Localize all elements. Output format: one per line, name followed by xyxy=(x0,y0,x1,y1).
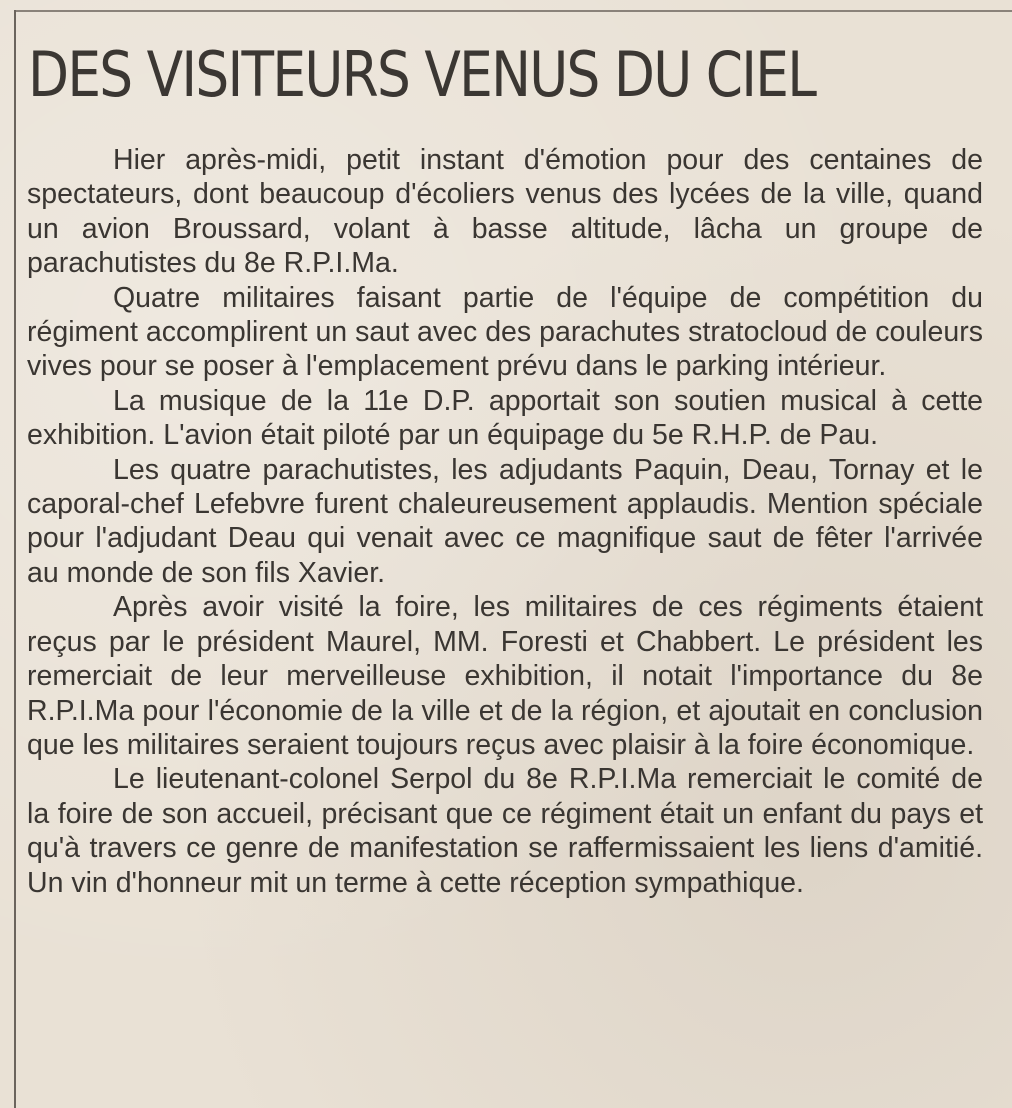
paragraph-4: Les quatre parachutistes, les adjudants Paquin, Deau, Tornay et le caporal-chef Lefebvre furent chaleureusement applaudis. Mention spéciale pour l'adjudant Deau qui venait avec ce magnifique saut de fêter l'arrivée au monde de son fils Xavier. xyxy=(27,453,983,589)
paragraph-2: Quatre militaires faisant partie de l'équipe de compétition du régiment accomplirent un saut avec des parachutes stratocloud de couleurs vives pour se poser à l'emplacement prévu dans le parking intérieur. xyxy=(27,281,983,383)
paragraph-1: Hier après-midi, petit instant d'émotion pour des centaines de spectateurs, dont beaucoup d'écoliers venus des lycées de la ville, quand un avion Broussard, volant à basse altitude, lâcha un groupe de parachutistes du 8e R.P.I.Ma. xyxy=(27,144,983,280)
top-border-rule xyxy=(14,10,1012,12)
paragraph-6: Le lieutenant-colonel Serpol du 8e R.P.I.Ma remerciait le comité de la foire de son accueil, précisant que ce régiment était un enfant du pays et qu'à travers ce genre de manifestation se raffermissaient les liens d'amitié. Un vin d'honneur mit un terme à cette réception sympathique. xyxy=(27,763,983,899)
article-body xyxy=(27,143,983,900)
headline: DES VISITEURS VENUS DU CIEL xyxy=(28,38,816,111)
paragraph-3: La musique de la 11e D.P. apportait son soutien musical à cette exhibition. L'avion était piloté par un équipage du 5e R.H.P. de Pau. xyxy=(27,384,983,452)
paragraph-5: Après avoir visité la foire, les militaires de ces régiments étaient reçus par le président Maurel, MM. Foresti et Chabbert. Le président les remerciait de leur merveilleuse exhibition, il notait l'importance du 8e R.P.I.Ma pour l'économie de la ville et de la région, et ajoutait en conclusion que les militaires seraient toujours reçus avec plaisir à la foire économique. xyxy=(27,591,983,761)
left-border-rule xyxy=(14,10,16,1108)
